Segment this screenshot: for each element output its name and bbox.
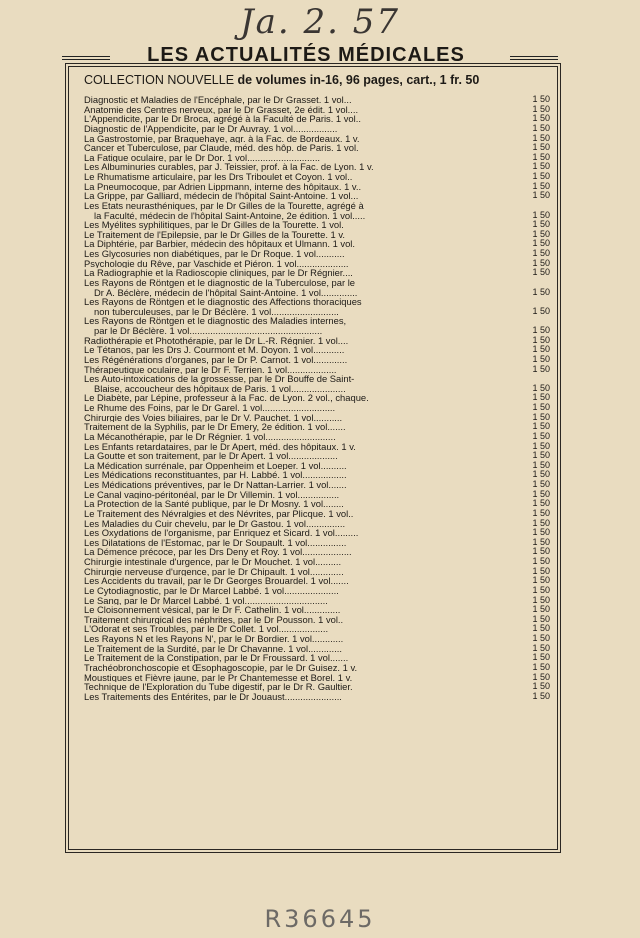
entry-price: 1 50 (532, 382, 550, 393)
entry-title-line: Les Traitements des Entérites, par le Dr Jouaust...................... (84, 691, 342, 702)
entry-price: 1 50 (532, 191, 550, 201)
entry-price: 1 50 (532, 152, 550, 162)
catalogue-entry (84, 345, 550, 355)
catalogue-entry (84, 576, 550, 586)
entry-title-line: Les Accidents du travail, par le Dr Georges Brouardel. 1 vol....... (84, 576, 349, 586)
catalogue-entry (84, 634, 550, 644)
entry-title-line: Chirurgie des Voies biliaires, par le Dr V. Pauchet. 1 vol........... (84, 412, 343, 423)
entry-continuation-line: par le Dr Béclère. 1 vol................................................... (94, 326, 323, 336)
catalogue-entry (84, 499, 550, 509)
entry-title-line: L'Odorat et ses Troubles, par le Dr Collet. 1 vol................... (84, 624, 329, 634)
catalogue-entry (84, 316, 550, 335)
entry-price: 1 50 (532, 566, 550, 576)
entry-title-line: Chirurgie nerveuse d'urgence, par le Dr Chipault. 1 vol............. (84, 566, 344, 577)
entry-title-line: Les Rayons de Röntgen et le diagnostic de la Tuberculose, par le (84, 277, 356, 288)
entry-price: 1 50 (532, 662, 550, 672)
entry-title-line: Le Rhume des Foins, par le Dr Garel. 1 vol............................ (84, 403, 336, 413)
catalogue-entry (84, 230, 550, 240)
entry-title-line: Les Enfants retardataires, par le Dr Apert, méd. des hôpitaux. 1 v. (84, 441, 356, 452)
entry-price: 1 50 (532, 305, 550, 316)
entry-price: 1 50 (532, 605, 550, 615)
library-stamp: R36645 (264, 905, 376, 933)
entry-price: 1 50 (532, 470, 550, 480)
catalogue-entry (84, 297, 550, 316)
catalogue-entry (84, 355, 550, 365)
entry-continuation-line: Dr A. Béclère, médecin de l'hôpital Saint-Antoine. 1 vol.............. (94, 287, 358, 298)
entry-price: 1 50 (532, 143, 550, 153)
entry-price: 1 50 (532, 489, 550, 499)
catalogue-entry (84, 365, 550, 375)
catalogue-entry (84, 422, 550, 432)
entry-price: 1 50 (532, 634, 550, 643)
entry-price: 1 50 (532, 325, 550, 335)
catalogue-entry (84, 105, 550, 115)
entry-title-line: Le Cytodiagnostic, par le Dr Marcel Labbé. 1 vol..................... (84, 585, 339, 596)
handwritten-shelf-mark: Ja. 2. 57 (239, 2, 401, 42)
entry-price: 1 50 (532, 114, 550, 124)
entry-title-line: Le Traitement de la Surdité, par le Dr Chavanne. 1 vol............. (84, 643, 342, 654)
entry-price: 1 50 (532, 528, 550, 538)
entry-title-line: Les Rayons N et les Rayons N', par le Dr Bordier. 1 vol............ (84, 634, 344, 644)
catalogue-entry (84, 393, 550, 403)
entry-title-line: Traitement chirurgical des néphrites, par le Dr Pousson. 1 vol.. (84, 614, 344, 625)
catalogue-entry (84, 567, 550, 577)
entry-title-line: Les Maladies du Cuir chevelu, par le Dr Gastou. 1 vol............... (84, 518, 346, 529)
entry-price: 1 50 (532, 104, 550, 114)
catalogue-entry (84, 374, 550, 393)
entry-price: 1 50 (532, 286, 550, 297)
entry-title-line: Le Traitement de l'Epilepsie, par le Dr Gilles de la Tourette. 1 v. (84, 229, 345, 240)
entry-title-line: Les Oxydations de l'organisme, par Enriquez et Sicard. 1 vol......... (84, 528, 359, 538)
catalogue-entry (84, 153, 550, 163)
catalogue-entry (84, 480, 550, 490)
entry-title-line: Le Canal vagino-péritonéal, par le Dr Villemin. 1 vol................ (84, 489, 340, 500)
entry-price: 1 50 (532, 460, 550, 470)
entry-price: 1 50 (532, 364, 550, 374)
entry-title-line: Diagnostic de l'Appendicite, par le Dr Auvray. 1 vol................. (84, 123, 338, 134)
entry-title-line: Le Sang, par le Dr Marcel Labbé. 1 vol................................ (84, 595, 328, 606)
entry-title-line: La Diphtérie, par Barbier, médecin des hôpitaux et Ulmann. 1 vol. (84, 239, 355, 249)
entry-price: 1 50 (532, 133, 550, 143)
catalogue-entry (84, 644, 550, 654)
entry-price: 1 50 (532, 691, 550, 701)
catalogue-entry (84, 519, 550, 529)
catalogue-entry (84, 451, 550, 461)
entry-title-line: Le Rhumatisme articulaire, par les Drs Triboulet et Coyon. 1 vol.. (84, 172, 353, 182)
entry-price: 1 50 (532, 123, 550, 133)
catalogue-entry (84, 95, 550, 105)
entry-title-line: Les Dilatations de l'Estomac, par le Dr Soupault. 1 vol............... (84, 537, 347, 548)
entry-title-line: Traitement de la Syphilis, par le Dr Emery, 2e édition. 1 vol....... (84, 422, 346, 432)
entry-price: 1 50 (532, 508, 550, 518)
entry-price: 1 50 (532, 614, 550, 624)
entry-title-line: Les Médications préventives, par le Dr Nattan-Larrier. 1 vol....... (84, 480, 347, 490)
collection-line (84, 73, 552, 87)
entry-price: 1 50 (532, 643, 550, 653)
entry-title-line: Les Régénérations d'organes, par le Dr P. Carnot. 1 vol............. (84, 354, 348, 365)
entry-price: 1 50 (532, 518, 550, 528)
catalogue-entry (84, 538, 550, 548)
catalogue-list (84, 95, 550, 701)
catalogue-entry (84, 624, 550, 634)
entry-price: 1 50 (532, 672, 550, 682)
entry-price: 1 50 (532, 345, 550, 355)
entry-price: 1 50 (532, 162, 550, 172)
entry-price: 1 50 (532, 268, 550, 278)
catalogue-entry (84, 172, 550, 182)
catalogue-entry (84, 114, 550, 124)
entry-title-line: La Protection de la Santé publique, par le Dr Mosny. 1 vol........ (84, 499, 344, 509)
entry-title-line: Les Etats neurasthéniques, par le Dr Gilles de la Tourette, agrégé à (84, 200, 364, 211)
entry-price: 1 50 (532, 595, 550, 605)
catalogue-entry (84, 509, 550, 519)
entry-title-line: Le Tétanos, par les Drs J. Courmont et M. Doyon. 1 vol............ (84, 345, 345, 355)
collection-details: de volumes in-16, 96 pages, cart., 1 fr. 50 (234, 73, 480, 87)
entry-title-line: Les Albuminuries curables, par J. Teissier, prof. à la Fac. de Lyon. 1 v. (84, 162, 374, 172)
catalogue-entry (84, 249, 550, 259)
entry-title-line: La Fatigue oculaire, par le Dr Dor. 1 vol............................ (84, 152, 321, 163)
entry-title-line: Psychologie du Rêve, par Vaschide et Piéron. 1 vol.................... (84, 258, 349, 269)
entry-title-line: La Gastrostomie, par Braquehaye, agr. à la Fac. de Bordeaux. 1 v. (84, 133, 360, 144)
entry-price: 1 50 (532, 441, 550, 451)
entry-price: 1 50 (532, 422, 550, 432)
entry-title-line: Les Glycosuries non diabétiques, par le Dr Roque. 1 vol........... (84, 249, 345, 259)
entry-price: 1 50 (532, 412, 550, 422)
entry-title-line: La Démence précoce, par les Drs Deny et Roy. 1 vol................... (84, 547, 352, 557)
catalogue-entry (84, 432, 550, 442)
entry-price: 1 50 (532, 576, 550, 586)
entry-title-line: La Radiographie et la Radioscopie cliniques, par le Dr Régnier.... (84, 268, 353, 278)
entry-title-line: Les Rayons de Röntgen et le diagnostic des Maladies internes, (84, 316, 347, 326)
catalogue-entry (84, 442, 550, 452)
entry-price: 1 50 (532, 451, 550, 461)
catalogue-entry (84, 278, 550, 297)
entry-price: 1 50 (532, 653, 550, 663)
entry-price: 1 50 (532, 431, 550, 441)
entry-price: 1 50 (532, 499, 550, 509)
catalogue-entry (84, 547, 550, 557)
entry-title-line: Diagnostic et Maladies de l'Encéphale, par le Dr Grasset. 1 vol... (84, 95, 352, 105)
entry-title-line: La Médication surrénale, par Oppenheim et Loeper. 1 vol.......... (84, 460, 347, 471)
catalogue-entry (84, 615, 550, 625)
entry-price: 1 50 (532, 537, 550, 547)
entry-continuation-line: la Faculté, médecin de l'hôpital Saint-Antoine, 2e édition. 1 vol..... (94, 210, 366, 221)
collection-lead: COLLECTION NOUVELLE (84, 73, 235, 87)
entry-title-line: Le Traitement des Névralgies et des Névrites, par Plicque. 1 vol.. (84, 508, 354, 519)
catalogue-entry (84, 682, 550, 692)
catalogue-entry (84, 663, 550, 673)
catalogue-entry (84, 586, 550, 596)
entry-title-line: Moustiques et Fièvre jaune, par le Pr Chantemesse et Borel. 1 v. (84, 672, 353, 683)
catalogue-entry (84, 124, 550, 134)
catalogue-entry (84, 403, 550, 413)
entry-price: 1 50 (532, 239, 550, 249)
catalogue-entry (84, 692, 550, 702)
entry-price: 1 50 (532, 335, 550, 345)
catalogue-entry (84, 201, 550, 220)
entry-title-line: Les Médications reconstituantes, par H. Labbé. 1 vol................. (84, 470, 347, 480)
entry-continuation-line: Blaise, accoucheur des hôpitaux de Paris. 1 vol..................... (94, 383, 346, 394)
catalogue-entry (84, 673, 550, 683)
entry-title-line: Les Myélites syphilitiques, par le Dr Gilles de la Tourette. 1 vol. (84, 220, 344, 230)
entry-title-line: La Goutte et son traitement, par le Dr Apert. 1 vol................... (84, 451, 338, 461)
entry-price: 1 50 (532, 354, 550, 364)
entry-price: 1 50 (532, 480, 550, 489)
catalogue-entry (84, 653, 550, 663)
entry-price: 1 50 (532, 624, 550, 634)
catalogue-entry (84, 182, 550, 192)
entry-price: 1 50 (532, 249, 550, 258)
entry-title-line: L'Appendicite, par le Dr Broca, agrégé à la Faculté de Paris. 1 vol.. (84, 114, 361, 124)
catalogue-entry (84, 490, 550, 500)
catalogue-entry (84, 134, 550, 144)
catalogue-entry (84, 191, 550, 201)
entry-title-line: La Mécanothérapie, par le Dr Régnier. 1 vol........................... (84, 431, 336, 442)
entry-title-line: La Pneumocoque, par Adrien Lippmann, interne des hôpitaux. 1 v.. (84, 181, 362, 192)
catalogue-entry (84, 259, 550, 269)
entry-price: 1 50 (532, 557, 550, 566)
entry-title-line: Anatomie des Centres nerveux, par le Dr Grasset, 2e édit. 1 vol.... (84, 104, 359, 115)
entry-title-line: Trachéobronchoscopie et Œsophagoscopie, par le Dr Guisez. 1 v. (84, 662, 358, 673)
entry-price: 1 50 (532, 172, 550, 181)
catalogue-entry (84, 143, 550, 153)
entry-price: 1 50 (532, 547, 550, 557)
entry-title-line: Le Diabète, par Lépine, professeur à la Fac. de Lyon. 2 vol., chaque. (84, 393, 369, 403)
entry-price: 1 50 (532, 229, 550, 239)
entry-title-line: Radiothérapie et Photothérapie, par le Dr L.-R. Régnier. 1 vol.... (84, 335, 349, 346)
entry-title-line: La Grippe, par Galliard, médecin de l'hôpital Saint-Antoine. 1 vol... (84, 191, 359, 201)
entry-price: 1 50 (532, 181, 550, 191)
entry-title-line: Cancer et Tuberculose, par Claude, méd. des hôp. de Paris. 1 vol. (84, 143, 359, 153)
entry-price: 1 50 (532, 585, 550, 595)
entry-title-line: Le Traitement de la Constipation, par le Dr Froussard. 1 vol....... (84, 653, 349, 663)
entry-price: 1 50 (532, 258, 550, 268)
catalogue-entry (84, 162, 550, 172)
entry-title-line: Les Rayons de Röntgen et le diagnostic des Affections thoraciques (84, 297, 362, 307)
catalogue-entry (84, 413, 550, 423)
catalogue-entry (84, 239, 550, 249)
entry-continuation-line: non tuberculeuses, par le Dr Béclère. 1 vol.......................... (94, 306, 339, 317)
catalogue-entry (84, 605, 550, 615)
catalogue-entry (84, 268, 550, 278)
catalogue-entry (84, 461, 550, 471)
entry-title-line: Thérapeutique oculaire, par le Dr F. Terrien. 1 vol................... (84, 364, 337, 375)
catalogue-entry (84, 557, 550, 567)
catalogue-entry (84, 528, 550, 538)
entry-price: 1 50 (532, 95, 550, 104)
entry-price: 1 50 (532, 220, 550, 230)
title-rule-right (510, 56, 558, 60)
entry-price: 1 50 (532, 403, 550, 412)
catalogue-entry (84, 220, 550, 230)
entry-price: 1 50 (532, 682, 550, 692)
catalogue-entry (84, 336, 550, 346)
catalogue-entry (84, 596, 550, 606)
entry-title-line: Les Auto-intoxications de la grossesse, par le Dr Bouffe de Saint- (84, 374, 355, 384)
catalogue-entry (84, 470, 550, 480)
entry-price: 1 50 (532, 209, 550, 220)
entry-price: 1 50 (532, 393, 550, 403)
page-title: LES ACTUALITÉS MÉDICALES (147, 44, 465, 66)
entry-title-line: Le Cloisonnement vésical, par le Dr F. Cathelin. 1 vol.............. (84, 605, 341, 615)
entry-title-line: Chirurgie intestinale d'urgence, par le Dr Mouchet. 1 vol.......... (84, 557, 342, 567)
entry-title-line: Technique de l'Exploration du Tube digestif, par le Dr R. Gaultier. (84, 682, 353, 692)
